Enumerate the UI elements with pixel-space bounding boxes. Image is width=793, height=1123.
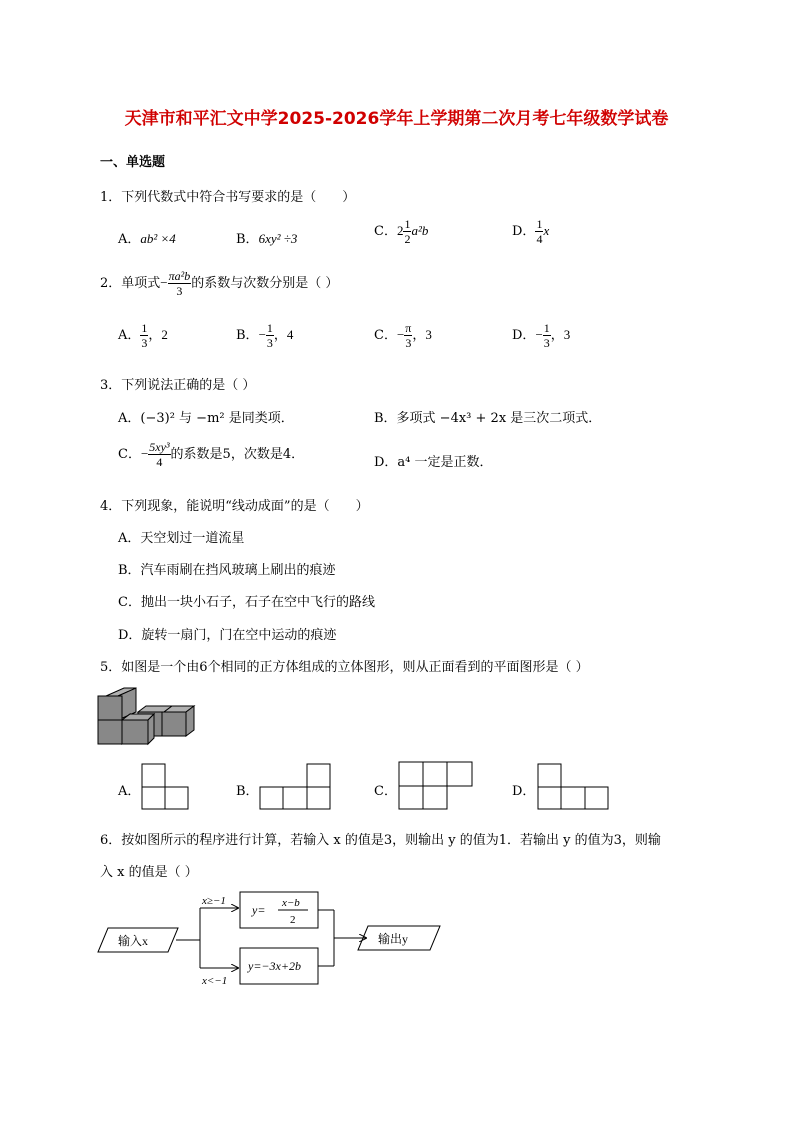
q4-option-a[interactable]: A．天空划过一道流星 xyxy=(118,531,245,546)
q1-option-c[interactable] xyxy=(374,218,428,245)
q5-option-d-figure[interactable] xyxy=(537,763,611,811)
q4-option-b[interactable]: B．汽车雨刷在挡风玻璃上刷出的痕迹 xyxy=(118,563,336,578)
q3-option-a[interactable]: A．(−3)² 与 −m² 是同类项． xyxy=(118,411,294,426)
q1-a-expr: ab² ×4 xyxy=(140,231,176,246)
q2-stem-post: 的系数与次数分别是（ ） xyxy=(191,276,339,291)
exam-title: 天津市和平汇文中学2025-2026学年上学期第二次月考七年级数学试卷 xyxy=(124,109,669,129)
q5-option-b-label[interactable]: B． xyxy=(236,784,259,799)
q3-c-post: 的系数是5，次数是4． xyxy=(170,447,305,462)
formula-top-num: x−b xyxy=(282,897,300,909)
q2-a-label: A． xyxy=(118,328,141,343)
q5-stem: 5．如图是一个由6个相同的正方体组成的立体图形，则从正面看到的平面图形是（ ） xyxy=(100,660,589,675)
q2-d-fraction: $\frac{1}{3}$ xyxy=(543,321,550,350)
q2-c-fraction: $\frac{\pi}{3}$ xyxy=(405,321,412,350)
q3-option-c[interactable]: C．− $\frac{\text{5xy³}}{4}$ 的系数是5，次数是4． xyxy=(118,440,305,469)
q5-option-d-label[interactable]: D． xyxy=(512,784,536,799)
q6-stem-line2: 入 x 的值是（ ） xyxy=(100,865,198,880)
condition-top: x≥−1 xyxy=(202,895,226,907)
q2-option-c[interactable]: C．− $\frac{\pi}{3}$ ，3 xyxy=(374,321,432,350)
q3-stem: 3．下列说法正确的是（ ） xyxy=(100,378,256,393)
q5-option-c-label[interactable]: C． xyxy=(374,784,397,799)
q2-c-tail: ，3 xyxy=(412,327,432,342)
q1-c-label: C． xyxy=(374,224,397,239)
q6-stem-line1: 6．按如图所示的程序进行计算，若输入 x 的值是3，则输出 y 的值为1．若输出 y 的值为3，则输 xyxy=(100,833,661,848)
cube-stack-figure xyxy=(94,686,204,752)
q1-b-label: B． xyxy=(236,232,259,247)
q4-option-d[interactable]: D．旋转一扇门，门在空中运动的痕迹 xyxy=(118,628,337,643)
q1-b-expr: 6xy² ÷3 xyxy=(258,231,298,246)
q5-option-b-figure[interactable] xyxy=(259,763,333,811)
q2-b-tail: ，4 xyxy=(273,327,294,342)
q5-option-c-figure[interactable] xyxy=(398,761,476,811)
program-flowchart xyxy=(96,890,446,990)
q2-option-b[interactable]: B．− $\frac{1}{3}$ ，4 xyxy=(236,321,294,350)
q1-option-b[interactable] xyxy=(236,228,297,247)
q1-c-tail: a²b xyxy=(411,223,429,238)
q2-b-label: B． xyxy=(236,328,259,343)
q1-c-fraction: $\frac{1}{2}$ xyxy=(404,217,411,246)
formula-top-den: 2 xyxy=(290,914,296,926)
q3-option-d[interactable]: D．a⁴ 一定是正数． xyxy=(374,455,493,470)
q2-option-d[interactable]: D．− $\frac{1}{3}$ ，3 xyxy=(512,321,571,350)
input-label: 输入x xyxy=(118,934,149,948)
q4-option-c[interactable]: C．抛出一块小石子，石子在空中飞行的路线 xyxy=(118,595,375,610)
q3-c-fraction: $\frac{\text{5xy³}}{4}$ xyxy=(149,440,170,469)
formula-bottom: y=−3x+2b xyxy=(248,959,301,973)
q3-option-b[interactable]: B．多项式 −4x³ + 2x 是三次二项式． xyxy=(374,411,602,426)
q2-d-tail: ，3 xyxy=(550,327,571,342)
q2-a-fraction: $\frac{1}{3}$ xyxy=(141,321,148,350)
formula-top-lhs: y= xyxy=(252,903,266,917)
q1-d-fraction: $\frac{1}{4}$ xyxy=(536,217,543,246)
q5-option-a-figure[interactable] xyxy=(141,763,191,811)
q1-option-d[interactable] xyxy=(512,218,549,245)
section-heading: 一、单选题 xyxy=(100,155,166,170)
output-label: 输出y xyxy=(378,932,409,946)
q1-option-a[interactable] xyxy=(118,228,176,247)
q1-c-whole: 2 xyxy=(396,223,404,238)
q2-c-label: C． xyxy=(374,328,397,343)
q1-d-tail: x xyxy=(543,223,550,238)
q2-fraction: $\frac{\text{πa²b}}{3}$ xyxy=(168,269,191,298)
condition-bottom: x<−1 xyxy=(202,975,228,987)
q2-stem-pre: 2．单项式 xyxy=(100,276,161,291)
q2-stem: 2．单项式− $\frac{\text{πa²b}}{3}$ 的系数与次数分别是（ ） xyxy=(100,269,339,298)
q5-option-a-label[interactable]: A． xyxy=(118,784,141,799)
q1-stem: 1．下列代数式中符合书写要求的是（ ） xyxy=(100,190,356,205)
q1-d-label: D． xyxy=(512,224,536,239)
q3-c-label: C． xyxy=(118,447,141,462)
q1-a-label: A． xyxy=(118,232,141,247)
q2-option-a[interactable] xyxy=(118,322,168,349)
q2-b-fraction: $\frac{1}{3}$ xyxy=(266,321,273,350)
q4-stem: 4．下列现象，能说明“线动成面”的是（ ） xyxy=(100,499,369,514)
q2-d-label: D． xyxy=(512,328,536,343)
q2-a-tail: ，2 xyxy=(148,327,168,342)
